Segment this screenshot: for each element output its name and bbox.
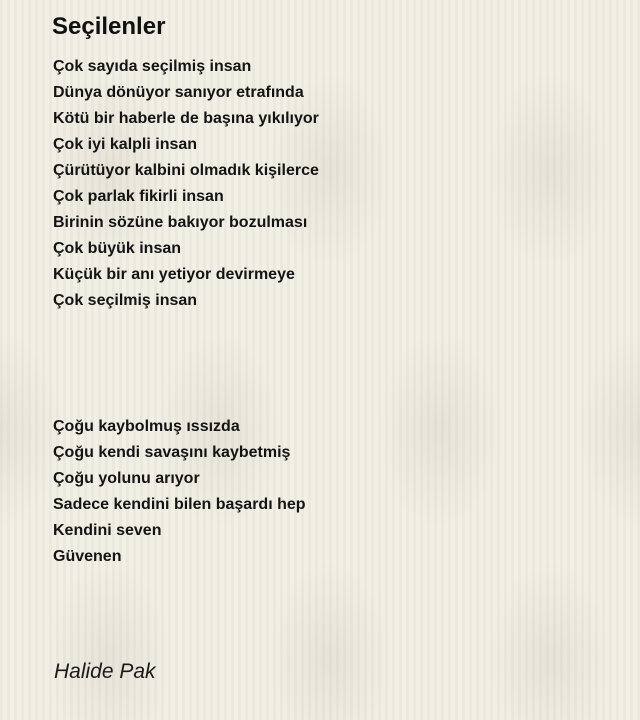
poem-line: Sadece kendini bilen başardı hep xyxy=(53,496,306,513)
poem-line: Çok büyük insan xyxy=(53,240,182,257)
poem-line: Güvenen xyxy=(53,548,122,565)
poem-line: Küçük bir anı yetiyor devirmeye xyxy=(53,266,295,283)
poem-stanza-1 xyxy=(53,54,319,314)
poem-line: Çoğu kaybolmuş ıssızda xyxy=(53,418,240,435)
poem-line: Kendini seven xyxy=(53,522,162,539)
poem-author: Halide Pak xyxy=(54,660,156,683)
poem-line: Çoğu kendi savaşını kaybetmiş xyxy=(53,444,291,461)
poem-line: Çok seçilmiş insan xyxy=(53,292,198,309)
poem-line: Çürütüyor kalbini olmadık kişilerce xyxy=(53,162,319,179)
poem-line: Çok parlak fikirli insan xyxy=(53,188,224,205)
poem-line: Birinin sözüne bakıyor bozulması xyxy=(53,214,308,231)
poem-line: Çoğu yolunu arıyor xyxy=(53,470,200,487)
poem-title: Seçilenler xyxy=(52,13,166,40)
poem-line: Çok sayıda seçilmiş insan xyxy=(53,58,252,75)
poem-stanza-2 xyxy=(53,414,306,570)
poem-line: Kötü bir haberle de başına yıkılıyor xyxy=(53,110,319,127)
poem-line: Dünya dönüyor sanıyor etrafında xyxy=(53,84,304,101)
poem-line: Çok iyi kalpli insan xyxy=(53,136,198,153)
